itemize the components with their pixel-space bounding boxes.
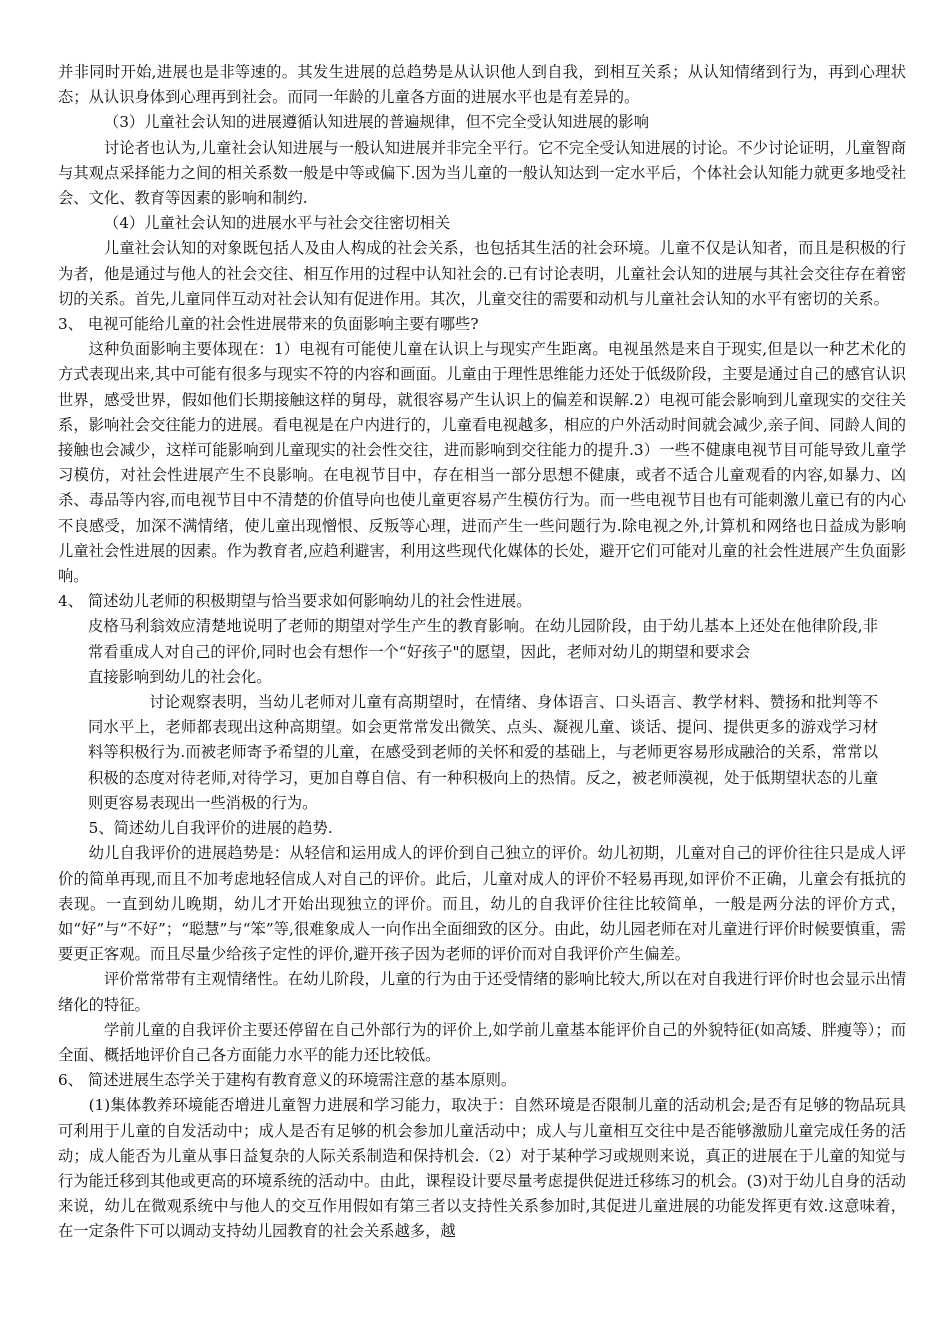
answer-4-part-2: 直接影响到幼儿的社会化。 (88, 667, 272, 686)
paragraph-4: 儿童社会认知的对象既包括人及由人构成的社会关系，也包括其生活的社会环境。儿童不仅是认知者，而且是积极的行为者，他是通过与他人的社会交往、相互作用的过程中认知社会的.已有讨论表明，儿童社会认知的进展与其社会交往存在着密切的关系。首先,儿童同伴互动对社会认知有促进作用。其次，儿童交往的需要和动机与儿童社会认知的水平有密切的关系。 (58, 239, 906, 308)
question-4: 4、 简述幼儿老师的积极期望与恰当要求如何影响幼儿的社会性进展。 (58, 592, 532, 611)
heading-3: （3）儿童社会认知的进展遵循认知进展的普遍规律，但不完全受认知进展的影响 (103, 113, 650, 132)
heading-4: （4）儿童社会认知的进展水平与社会交往密切相关 (103, 214, 451, 233)
answer-6: (1)集体教养环境能否增进儿童智力进展和学习能力，取决于：自然环境是否限制儿童的活动机会;是否有足够的物品玩具可利用于儿童的自发活动中；成人是否有足够的机会参加儿童活动中；成人与儿童相互交往中是否能够激励儿童完成任务的活动；成人能否为儿童从事日益复杂的人际关系制造和保持机会.（2）对于某种学习或规则来说，真正的进展在于儿童的知觉与行为能迁移到其他或更高的环境系统的活动中。由此，课程设计要尽量考虑提供促进迁移练习的机会。(3)对于幼儿自身的活动来说，幼儿在微观系统中与他人的交互作用假如有第三者以支持性关系参加时,其促进儿童进展的功能发挥更有效.这意味着，在一定条件下可以调动支持幼儿园教育的社会关系越多，越 (58, 1096, 906, 1241)
question-5: 5、简述幼儿自我评价的进展的趋势. (88, 819, 333, 838)
answer-4-part-1: 皮格马利翁效应清楚地说明了老师的期望对学生产生的教育影响。在幼儿园阶段，由于幼儿基本上还处在他律阶段,非常看重成人对自己的评价,同时也会有想作一个“好孩子"的愿望，因此，老师对幼儿的期望和要求会 (88, 617, 878, 661)
question-6: 6、 简述进展生态学关于建构有教育意义的环境需注意的基本原则。 (58, 1071, 517, 1090)
answer-5-part-2: 评价常常带有主观情绪性。在幼儿阶段，儿童的行为由于还受情绪的影响比较大,所以在对自我进行评价时也会显示出情绪化的特征。 (58, 970, 906, 1014)
answer-5-part-3: 学前儿童的自我评价主要还停留在自己外部行为的评价上,如学前儿童基本能评价自己的外貌特征(如高矮、胖瘦等）；而全面、概括地评价自己各方面能力水平的能力还比较低。 (58, 1020, 906, 1064)
paragraph-continuation: 并非同时开始,进展也是非等速的。其发生进展的总趋势是从认识他人到自我，到相互关系；从认知情绪到行为，再到心理状态；从认识身体到心理再到社会。而同一年龄的儿童各方面的进展水平也是有差异的。 (58, 63, 906, 107)
question-3: 3、 电视可能给儿童的社会性进展带来的负面影响主要有哪些? (58, 315, 479, 334)
answer-4-part-3: 讨论观察表明，当幼儿老师对儿童有高期望时，在情绪、身体语言、口头语言、教学材料、赞扬和批判等不同水平上，老师都表现出这种高期望。如会更常常发出微笑、点头、凝视儿童、谈话、提问、提供更多的游戏学习材料等积极行为.而被老师寄予希望的儿童，在感受到老师的关怀和爱的基础上，与老师更容易形成融洽的关系，常常以积极的态度对待老师,对待学习，更加自尊自信、有一种积极向上的热情。反之，被老师漠视，处于低期望状态的儿童则更容易表现出一些消极的行为。 (88, 693, 878, 812)
answer-3: 这种负面影响主要体现在：1）电视有可能使儿童在认识上与现实产生距离。电视虽然是来自于现实,但是以一种艺术化的方式表现出来,其中可能有很多与现实不符的内容和画面。儿童由于理性思维能力还处于低级阶段，主要是通过自己的感官认识世界，感受世界，假如他们长期接触这样的舅母，就很容易产生认识上的偏差和误解.2）电视可能会影响到儿童现实的交往关系，影响社会交往能力的进展。看电视是在户内进行的，儿童看电视越多，相应的户外活动时间就会减少,亲子间、同龄人间的接触也会减少，这样可能影响到儿童现实的社会性交往，进而影响到交往能力的提升.3）一些不健康电视节目可能导致儿童学习模仿，对社会性进展产生不良影响。在电视节目中，存在相当一部分思想不健康，或者不适合儿童观看的内容,如暴力、凶杀、毒品等内容,而电视节目中不清楚的价值导向也使儿童更容易产生模仿行为。而一些电视节目也有可能刺激儿童已有的内心不良感受，加深不满情绪，使儿童出现憎恨、反叛等心理，进而产生一些问题行为.除电视之外,计算机和网络也日益成为影响儿童社会性进展的因素。作为教育者,应趋利避害，利用这些现代化媒体的长处，避开它们可能对儿童的社会性进展产生负面影响。 (58, 340, 906, 586)
answer-5-part-1: 幼儿自我评价的进展趋势是：从轻信和运用成人的评价到自己独立的评价。幼儿初期，儿童对自己的评价往往只是成人评价的简单再现,而且不加考虑地轻信成人对自己的评价。此后，儿童对成人的评价不轻易再现,如评价不正确，儿童会有抵抗的表现。一直到幼儿晚期，幼儿才开始出现独立的评价。而且，幼儿的自我评价往往比较简单，一般是两分法的评价方式，如“好”与“不好”；“聪慧”与“笨”等,很难象成人一向作出全面细致的区分。由此，幼儿园老师在对儿童进行评价时候要慎重，需要更正客观。而且尽量少给孩子定性的评价,避开孩子因为老师的评价而对自我评价产生偏差。 (58, 844, 906, 964)
paragraph-3: 讨论者也认为,儿童社会认知进展与一般认知进展并非完全平行。它不完全受认知进展的讨论。不少讨论证明，儿童智商与其观点采择能力之间的相关系数一般是中等或偏下.因为当儿童的一般认知达到一定水平后，个体社会认知能力就更多地受社会、文化、教育等因素的影响和制约. (58, 138, 906, 208)
